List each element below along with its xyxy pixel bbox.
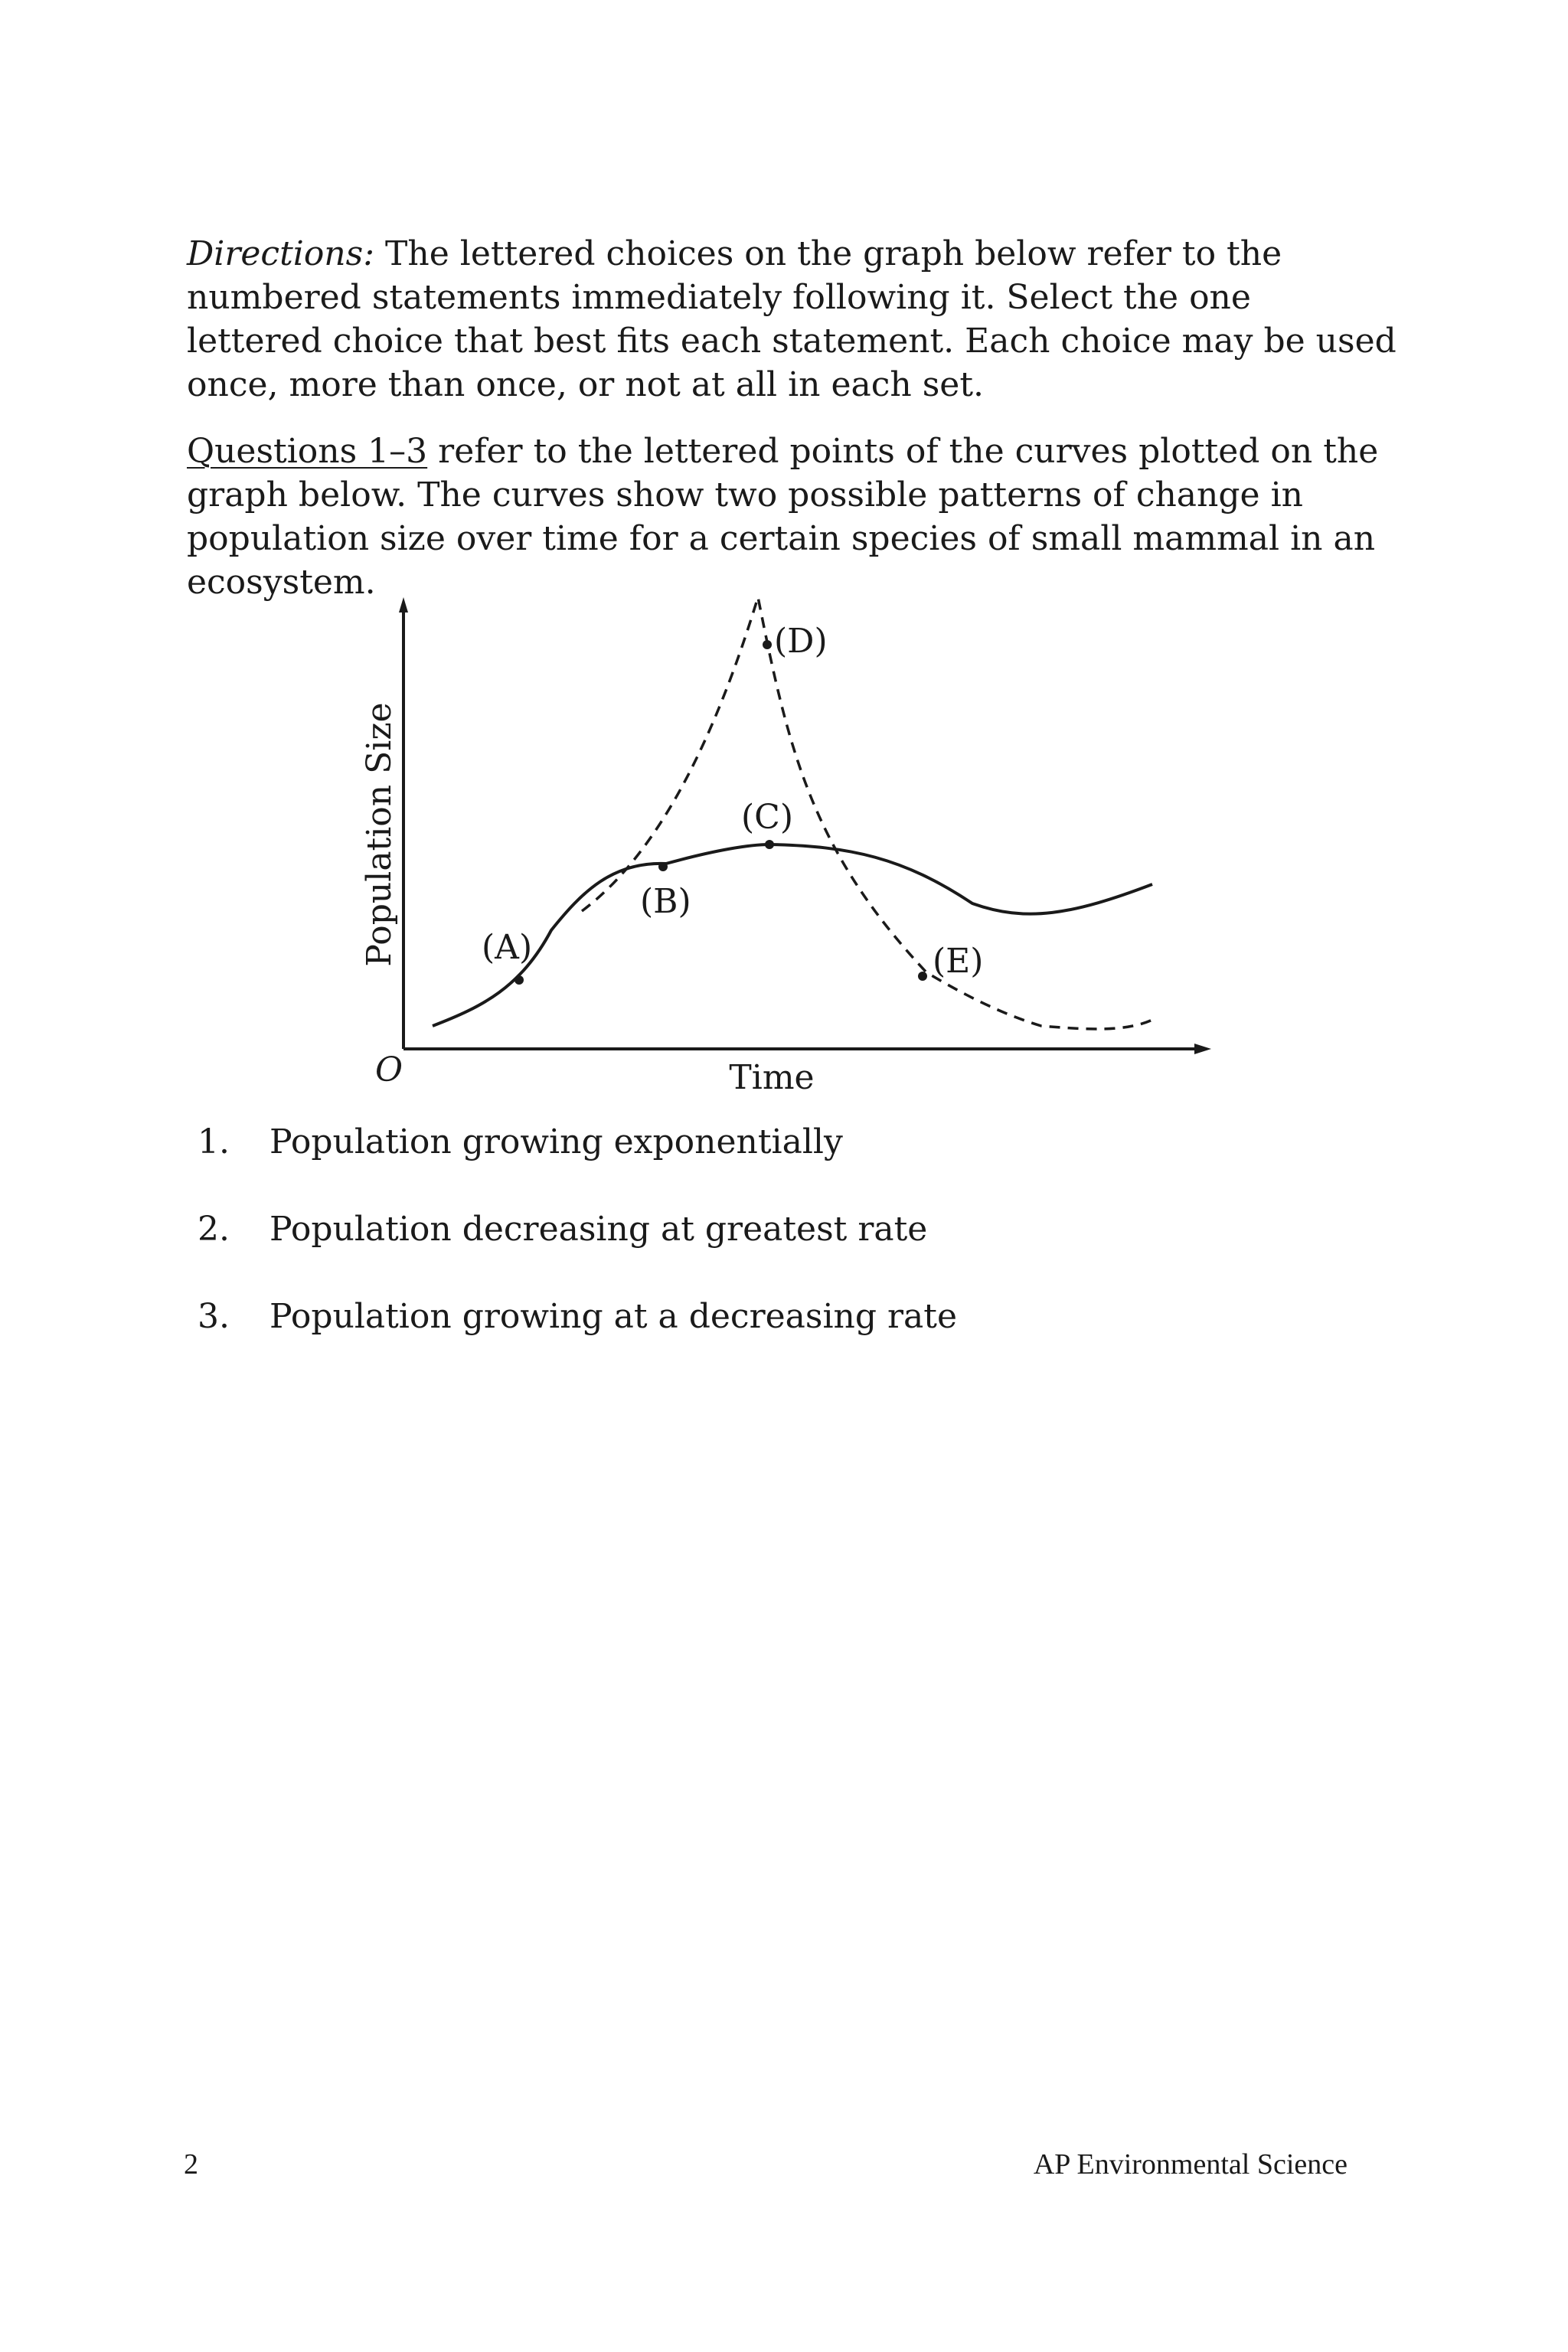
directions-text: The lettered choices on the graph below refer to the numbered statements immediately following it. Select the one lettered choice that best fits each statement. Each choice may be used once, more than once, or not at all in each set. <box>187 234 1396 404</box>
question-2-text: Population decreasing at greatest rate <box>270 1210 928 1249</box>
point-d-label: (D) <box>774 622 828 661</box>
question-1-text: Population growing exponentially <box>270 1122 843 1161</box>
point-c-label: (C) <box>741 798 793 837</box>
intro-text: refer to the lettered points of the curves plotted on the graph below. The curves show two possible patterns of change in population size over time for a certain species of small mammal in an ecosystem. <box>187 432 1379 602</box>
footer-course-title: AP Environmental Science <box>1033 2148 1348 2180</box>
point-a-label: (A) <box>482 928 533 967</box>
question-1-number: 1. <box>198 1122 230 1161</box>
questions-reference: Questions 1–3 <box>187 432 428 471</box>
population-graph <box>0 0 1568 1102</box>
y-axis-arrowhead <box>399 597 408 612</box>
point-c-dot <box>765 840 774 849</box>
point-e-label: (E) <box>933 942 984 981</box>
directions-label: Directions: <box>187 234 375 273</box>
point-d-dot <box>763 640 772 649</box>
question-3-text: Population growing at a decreasing rate <box>270 1297 958 1336</box>
point-b-dot <box>658 862 668 871</box>
solid-population-curve <box>433 844 1152 1026</box>
point-b-label: (B) <box>640 882 691 921</box>
y-axis-label: Population Size <box>360 702 399 967</box>
origin-label: O <box>375 1050 403 1089</box>
x-axis-arrowhead <box>1194 1044 1211 1054</box>
x-axis-label: Time <box>729 1058 815 1097</box>
page-number: 2 <box>184 2148 198 2180</box>
dashed-population-curve <box>582 597 1152 1029</box>
point-a-dot <box>514 975 524 985</box>
question-3-number: 3. <box>198 1297 230 1336</box>
question-2-number: 2. <box>198 1210 230 1249</box>
point-e-dot <box>918 972 927 981</box>
